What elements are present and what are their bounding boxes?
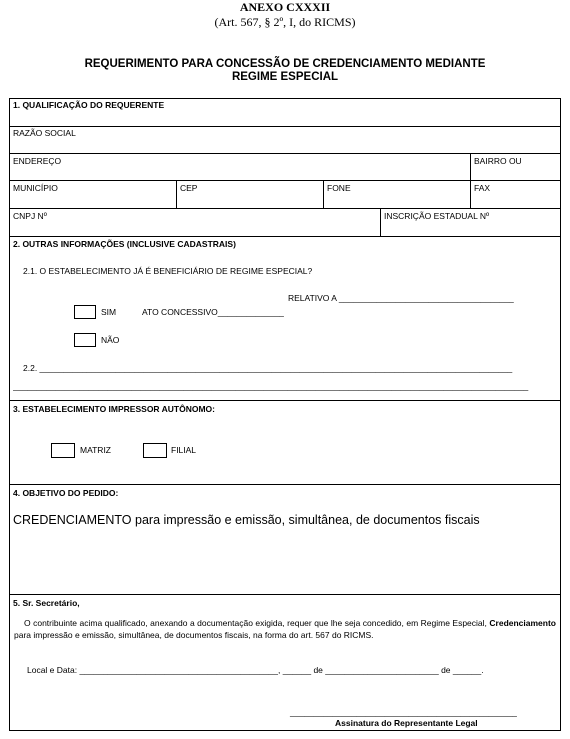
nao-label: NÃO xyxy=(101,335,120,345)
filial-label: FILIAL xyxy=(171,445,197,455)
form-title-line1: REQUERIMENTO PARA CONCESSÃO DE CREDENCIAMENTO MEDIANTE xyxy=(84,58,486,70)
paragraph-start: O contribuinte acima qualificado, anexando a documentação exigida, requer que lhe seja concedido, em Regime Especial, xyxy=(24,618,487,628)
continuation-line[interactable]: _____________________________________________________________________________________________________________ xyxy=(13,381,529,391)
filial-checkbox[interactable] xyxy=(143,443,167,458)
inscricao-estadual-label[interactable]: INSCRIÇÃO ESTADUAL Nº xyxy=(384,211,490,221)
matriz-checkbox[interactable] xyxy=(51,443,75,458)
question-2-1: 2.1. O ESTABELECIMENTO JÁ É BENEFICIÁRIO DE REGIME ESPECIAL? xyxy=(23,266,313,276)
section3-title: 3. ESTABELECIMENTO IMPRESSOR AUTÔNOMO: xyxy=(13,404,215,414)
nao-checkbox[interactable] xyxy=(74,333,96,347)
legal-reference: (Art. 567, § 2º, I, do RICMS) xyxy=(214,15,356,29)
sim-label: SIM xyxy=(101,307,117,317)
paragraph-end: para impressão e emissão, simultânea, de documentos fiscais, na forma do art. 567 do RICMS. xyxy=(14,630,374,640)
divider xyxy=(9,180,561,181)
divider xyxy=(176,180,177,208)
razao-social-label[interactable]: RAZÃO SOCIAL xyxy=(13,128,76,138)
divider xyxy=(9,594,561,595)
objective-text: CREDENCIAMENTO para impressão e emissão, simultânea, de documentos fiscais xyxy=(13,513,480,527)
divider xyxy=(380,208,381,236)
ato-concessivo-field[interactable]: ATO CONCESSIVO______________ xyxy=(142,307,284,317)
matriz-label: MATRIZ xyxy=(80,445,112,455)
bairro-label[interactable]: BAIRRO OU xyxy=(474,156,522,166)
relativo-field[interactable]: RELATIVO A _____________________________________ xyxy=(288,293,514,303)
signature-line[interactable]: ________________________________________________ xyxy=(290,707,517,717)
divider xyxy=(9,208,561,209)
annex-number: ANEXO CXXXII xyxy=(239,0,331,14)
endereco-label[interactable]: ENDEREÇO xyxy=(13,156,62,166)
divider xyxy=(9,400,561,401)
signature-label: Assinatura do Representante Legal xyxy=(335,718,478,728)
fone-label[interactable]: FONE xyxy=(327,183,351,193)
section4-title: 4. OBJETIVO DO PEDIDO: xyxy=(13,488,119,498)
section5-title: 5. Sr. Secretário, xyxy=(13,598,80,608)
section1-title: 1. QUALIFICAÇÃO DO REQUERENTE xyxy=(13,100,165,110)
cep-label[interactable]: CEP xyxy=(180,183,198,193)
request-paragraph xyxy=(14,617,556,641)
divider xyxy=(9,153,561,154)
divider xyxy=(9,236,561,237)
divider xyxy=(9,484,561,485)
fax-label[interactable]: FAX xyxy=(474,183,491,193)
cnpj-label[interactable]: CNPJ Nº xyxy=(13,211,47,221)
divider xyxy=(9,126,561,127)
local-data-field[interactable]: Local e Data: __________________________________________, ______ de ________________________ de ______. xyxy=(27,665,484,675)
municipio-label[interactable]: MUNICÍPIO xyxy=(13,183,58,193)
divider xyxy=(470,153,471,208)
form-title-line2: REGIME ESPECIAL xyxy=(231,71,339,83)
paragraph-bold-term: Credenciamento xyxy=(489,618,556,628)
question-2-2-field[interactable]: 2.2. ____________________________________________________________________________________________________ xyxy=(23,363,513,373)
section2-title: 2. OUTRAS INFORMAÇÕES (INCLUSIVE CADASTRAIS) xyxy=(13,239,236,249)
sim-checkbox[interactable] xyxy=(74,305,96,319)
divider xyxy=(323,180,324,208)
